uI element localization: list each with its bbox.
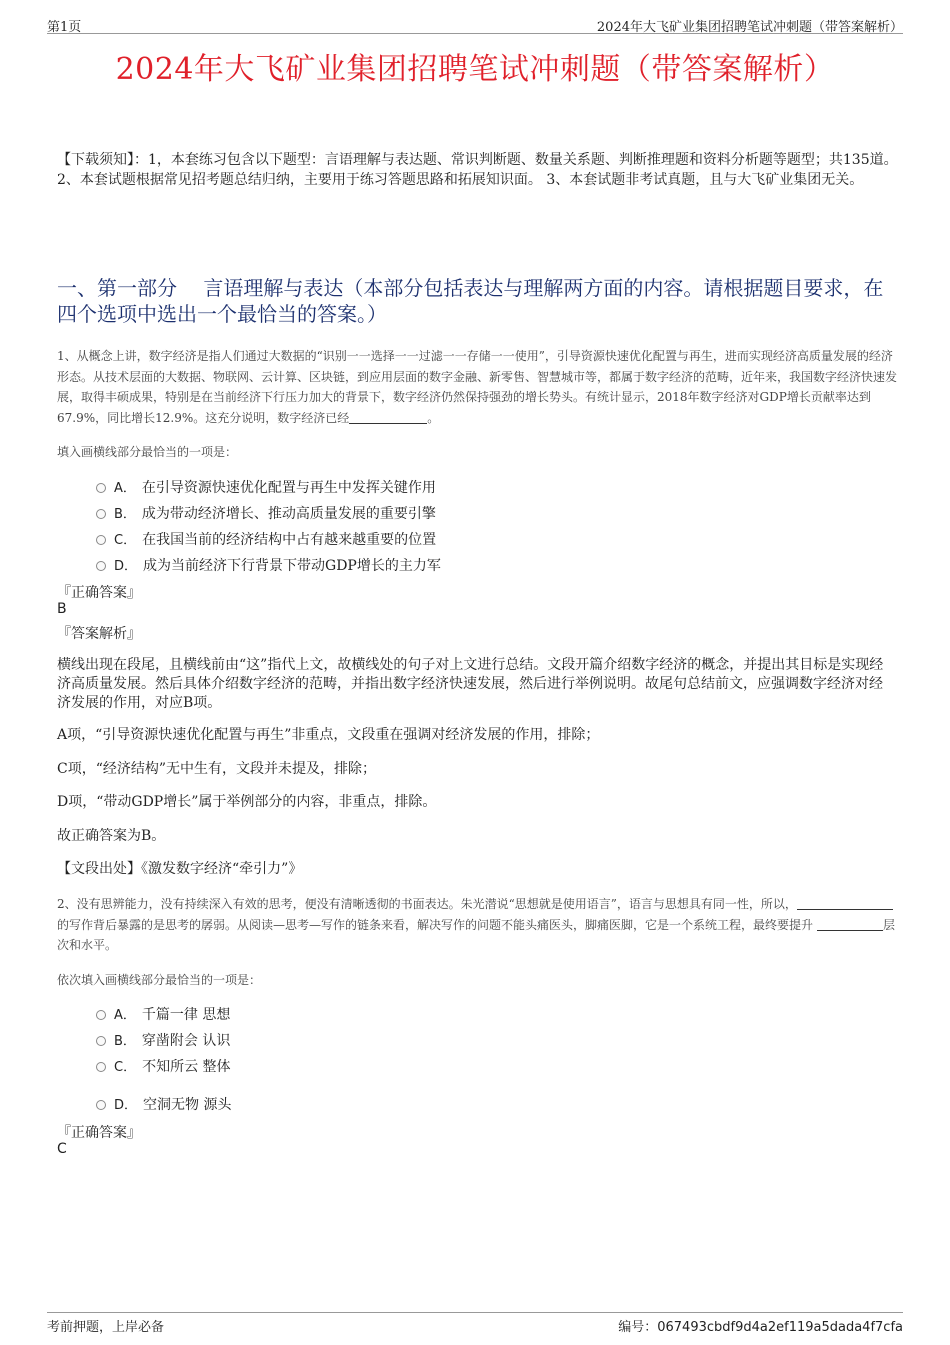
- question-2-option-a[interactable]: [96, 1004, 230, 1024]
- option-letter: A．: [114, 1008, 136, 1023]
- option-text: 千篇一律 思想: [141, 1007, 231, 1023]
- question-1-answer: B: [57, 601, 67, 617]
- section-heading: 一、第一部分 言语理解与表达（本部分包括表达与理解两方面的内容。请根据题目要求，在四个选项中选出一个最恰当的答案。）: [57, 276, 884, 326]
- question-2-stem: 的写作背后暴露的是思考的孱弱。从阅读—思考—写作的链条来看，解决写作的问题不能头痛医头，脚痛医脚，它是一个系统工程，最终要提升: [57, 917, 814, 932]
- question-1-option-c[interactable]: [96, 529, 436, 549]
- question-2-answer-label: 『正确答案』: [57, 1125, 141, 1141]
- question-2-stem: 2、没有思辨能力，没有持续深入有效的思考，便没有清晰透彻的书面表达。朱光潜说“思想就是使用语言”，语言与思想具有同一性，所以，: [57, 897, 797, 911]
- radio-icon[interactable]: [96, 1010, 106, 1020]
- analysis-paragraph: 故正确答案为B。: [57, 828, 166, 844]
- option-letter: B．: [114, 1034, 136, 1049]
- footer-code-value: 067493cbdf9d4a2ef119a5dada4f7cfa: [657, 1320, 903, 1335]
- footer-code-label: 编号：: [618, 1320, 658, 1335]
- radio-icon[interactable]: [96, 483, 106, 493]
- download-notice: 【下载须知】：1，本套练习包含以下题型：言语理解与表达题、常识判断题、数量关系题、判断推理题和资料分析题等题型；共135道。 2、本套试题根据常见招考题总结归纳，主要用于练习答题思路和拓展知识面。 3、本套试题非考试真题，且与大飞矿业集团无关。: [57, 152, 898, 188]
- option-letter: B．: [114, 507, 136, 522]
- question-1-analysis-label: 『答案解析』: [57, 626, 141, 642]
- option-text: 在引导资源快速优化配置与再生中发挥关键作用: [141, 480, 436, 496]
- question-1-prompt: 填入画横线部分最恰当的一项是：: [57, 445, 238, 459]
- question-1-option-a[interactable]: [96, 477, 436, 497]
- option-text: 不知所云 整体: [142, 1059, 231, 1075]
- question-2-answer: C: [57, 1141, 67, 1157]
- answer-blank: [817, 919, 883, 931]
- source-citation: 【文段出处】《激发数字经济“牵引力”》: [57, 861, 303, 877]
- analysis-paragraph: 横线出现在段尾，且横线前由“这”指代上文，故横线处的句子对上文进行总结。文段开篇介绍数字经济的概念，并提出其目标是实现经济高质量发展。然后具体介绍数字经济的范畴，并指出数字经济快速发展，然后进行举例说明。故尾句总结前文，应强调数字经济对经济发展的作用，对应B项。: [57, 657, 884, 711]
- radio-icon[interactable]: [96, 1062, 106, 1072]
- option-text: 在我国当前的经济结构中占有越来越重要的位置: [142, 532, 437, 548]
- footer-code: [618, 1316, 903, 1335]
- option-text: 空洞无物 源头: [143, 1097, 232, 1113]
- question-2-option-b[interactable]: [96, 1030, 230, 1050]
- option-letter: D．: [114, 559, 138, 574]
- radio-icon[interactable]: [96, 535, 106, 545]
- question-1-option-d[interactable]: [96, 555, 441, 575]
- question-1-stem-end: 。: [427, 410, 440, 425]
- option-letter: D．: [114, 1098, 138, 1113]
- option-text: 穿凿附会 认识: [141, 1033, 231, 1049]
- question-2-stem-end: 层次和水平。: [57, 917, 896, 952]
- page-footer: [47, 1312, 903, 1334]
- question-1-option-b[interactable]: [96, 503, 436, 523]
- question-2-option-d[interactable]: [96, 1094, 231, 1114]
- option-letter: C．: [114, 533, 137, 548]
- page-header: [47, 14, 903, 34]
- radio-icon[interactable]: [96, 1036, 106, 1046]
- page-number: 第1页: [47, 20, 82, 35]
- question-1-stem: 1、从概念上讲，数字经济是指人们通过大数据的“识别一一选择一一过滤一一存储一一使用”，引导资源快速优化配置与再生，进而实现经济高质量发展的经济形态。从技术层面的大数据、物联网、云计算、区块链，到应用层面的数字金融、新零售、智慧城市等，都属于数字经济的范畴，近年来，我国数字经济快速发展，取得丰硕成果，特别是在当前经济下行压力加大的背景下，数字经济仍然保持强劲的增长势头。有统计显示，2018年数字经济对GDP增长贡献率达到67.9%，同比增长12.9%。这充分说明，数字经济已经: [57, 349, 898, 425]
- radio-icon[interactable]: [96, 561, 106, 571]
- option-letter: A．: [114, 481, 136, 496]
- answer-blank: [349, 412, 427, 424]
- radio-icon[interactable]: [96, 1100, 106, 1110]
- question-1-text: [57, 346, 902, 428]
- radio-icon[interactable]: [96, 509, 106, 519]
- page-title: 2024年大飞矿业集团招聘笔试冲刺题（带答案解析）: [115, 52, 835, 87]
- option-text: 成为当前经济下行背景下带动GDP增长的主力军: [143, 558, 441, 574]
- analysis-paragraph: C项，“经济结构”无中生有，文段并未提及，排除；: [57, 761, 377, 777]
- option-text: 成为带动经济增长、推动高质量发展的重要引擎: [141, 506, 436, 522]
- footer-slogan: 考前押题，上岸必备: [47, 1320, 165, 1335]
- analysis-paragraph: D项，“带动GDP增长”属于举例部分的内容，非重点，排除。: [57, 794, 437, 810]
- question-1-answer-label: 『正确答案』: [57, 585, 141, 601]
- question-2-prompt: 依次填入画横线部分最恰当的一项是：: [57, 973, 262, 987]
- analysis-paragraph: A项，“引导资源快速优化配置与再生”非重点，文段重在强调对经济发展的作用，排除；: [57, 727, 600, 743]
- question-2-option-c[interactable]: [96, 1056, 231, 1076]
- question-2-text: [57, 894, 902, 956]
- header-doc-title: 2024年大飞矿业集团招聘笔试冲刺题（带答案解析）: [596, 20, 903, 35]
- answer-blank: [797, 898, 893, 910]
- option-letter: C．: [114, 1060, 137, 1075]
